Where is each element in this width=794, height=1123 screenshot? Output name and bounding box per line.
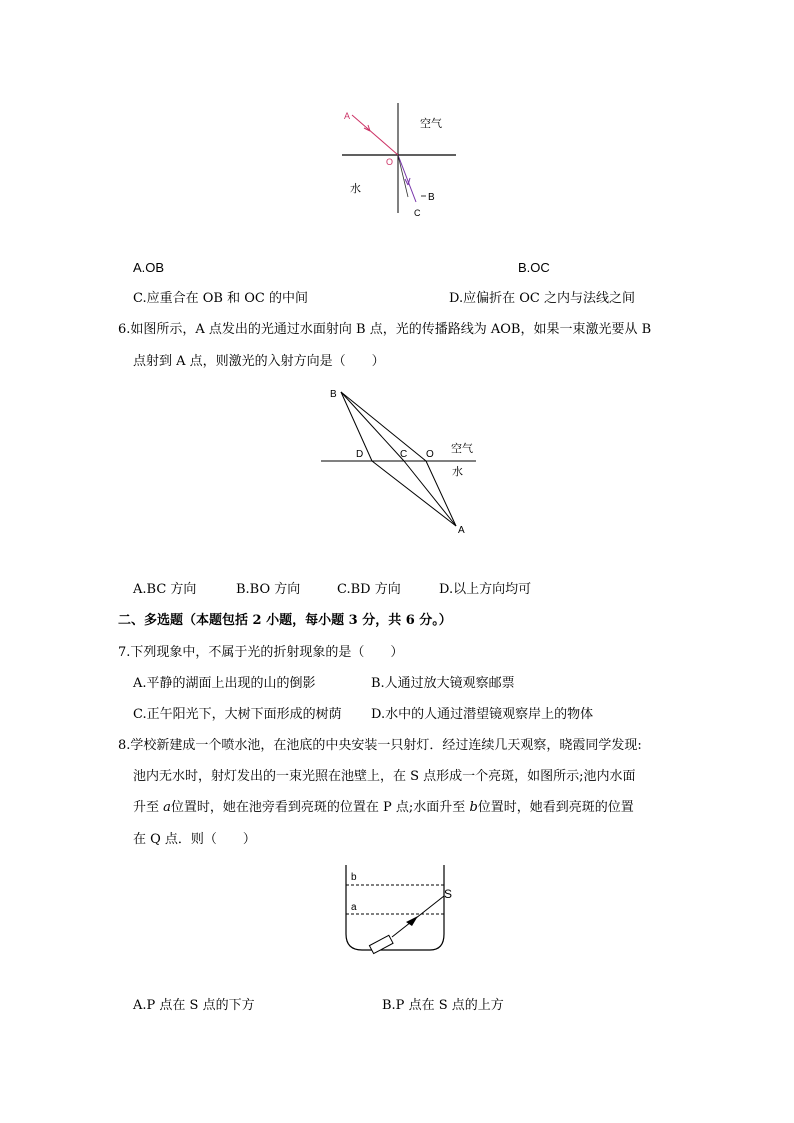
q8-stem-line4: 在 Q 点．则（ ） xyxy=(133,832,256,847)
label-water: 水 xyxy=(452,466,463,478)
q8-option-a: A.P 点在 S 点的下方 xyxy=(133,998,255,1013)
label-A: A xyxy=(344,111,351,121)
fountain-pool-figure xyxy=(340,860,465,956)
q6-stem-line1: 6.如图所示，A 点发出的光通过水面射向 B 点，光的传播路线为 AOB，如果一束激光要从 B xyxy=(118,322,652,337)
label-O: O xyxy=(386,157,394,167)
q5-option-d: D.应偏折在 OC 之内与法线之间 xyxy=(449,291,635,306)
label-air: 空气 xyxy=(451,443,473,455)
q8-line3-a: a xyxy=(163,800,171,815)
q8-option-b: B.P 点在 S 点的上方 xyxy=(382,998,504,1013)
q8-stem-line3 xyxy=(133,799,634,817)
q8-line3-post: 位置时，她看到亮斑的位置 xyxy=(477,800,634,815)
label-water: 水 xyxy=(350,183,361,195)
q6-stem-line2: 点射到 A 点，则激光的入射方向是（ ） xyxy=(133,354,385,369)
label-b: b xyxy=(351,872,357,883)
light-beam xyxy=(392,896,444,937)
label-C: C xyxy=(400,449,408,460)
q8-line3-b: b xyxy=(469,800,478,815)
refraction-figure-1 xyxy=(330,95,470,225)
q6-option-d: D.以上方向均可 xyxy=(439,582,532,597)
label-D: D xyxy=(356,449,364,460)
q7-option-a: A.平静的湖面上出现的山的倒影 xyxy=(133,676,316,691)
q5-option-a: A.OB xyxy=(133,260,165,275)
q6-option-a: A.BC 方向 xyxy=(133,582,197,597)
q7-option-d: D.水中的人通过潜望镜观察岸上的物体 xyxy=(371,707,594,722)
section-2-title: 二、多选题（本题包括 2 小题，每小题 3 分，共 6 分。） xyxy=(118,613,452,628)
label-a: a xyxy=(351,902,357,913)
q6-option-c: C.BD 方向 xyxy=(337,582,401,597)
q7-option-c: C.正午阳光下，大树下面形成的树荫 xyxy=(133,707,342,722)
incident-ray xyxy=(352,115,398,155)
ray-BO xyxy=(341,392,426,461)
q5-option-c: C.应重合在 OB 和 OC 的中间 xyxy=(133,291,308,306)
label-O: O xyxy=(426,449,434,460)
ray-OB xyxy=(398,155,416,202)
label-B: B xyxy=(428,192,435,203)
q8-line3-pre: 升至 xyxy=(133,800,164,815)
spotlight xyxy=(369,935,393,953)
refraction-figure-2 xyxy=(316,384,486,540)
q8-stem-line2: 池内无水时，射灯发出的一束光照在池壁上，在 S 点形成一个亮斑，如图所示;池内水面 xyxy=(133,769,636,784)
label-S: S xyxy=(444,887,453,901)
ray-DA xyxy=(372,461,456,526)
q6-option-b: B.BO 方向 xyxy=(236,582,301,597)
q7-stem: 7.下列现象中，不属于光的折射现象的是（ ） xyxy=(118,645,404,660)
q8-stem-line1: 8.学校新建成一个喷水池，在池底的中央安装一只射灯．经过连续几天观察，晓霞同学发现: xyxy=(118,738,642,753)
ray-BC xyxy=(341,392,404,461)
q5-option-b: B.OC xyxy=(518,260,550,275)
label-A: A xyxy=(458,525,465,536)
label-C: C xyxy=(414,208,421,218)
q7-option-b: B.人通过放大镜观察邮票 xyxy=(371,676,515,691)
q8-line3-mid: 位置时，她在池旁看到亮斑的位置在 P 点;水面升至 xyxy=(170,800,470,815)
label-B: B xyxy=(330,389,337,400)
label-air: 空气 xyxy=(420,118,442,130)
